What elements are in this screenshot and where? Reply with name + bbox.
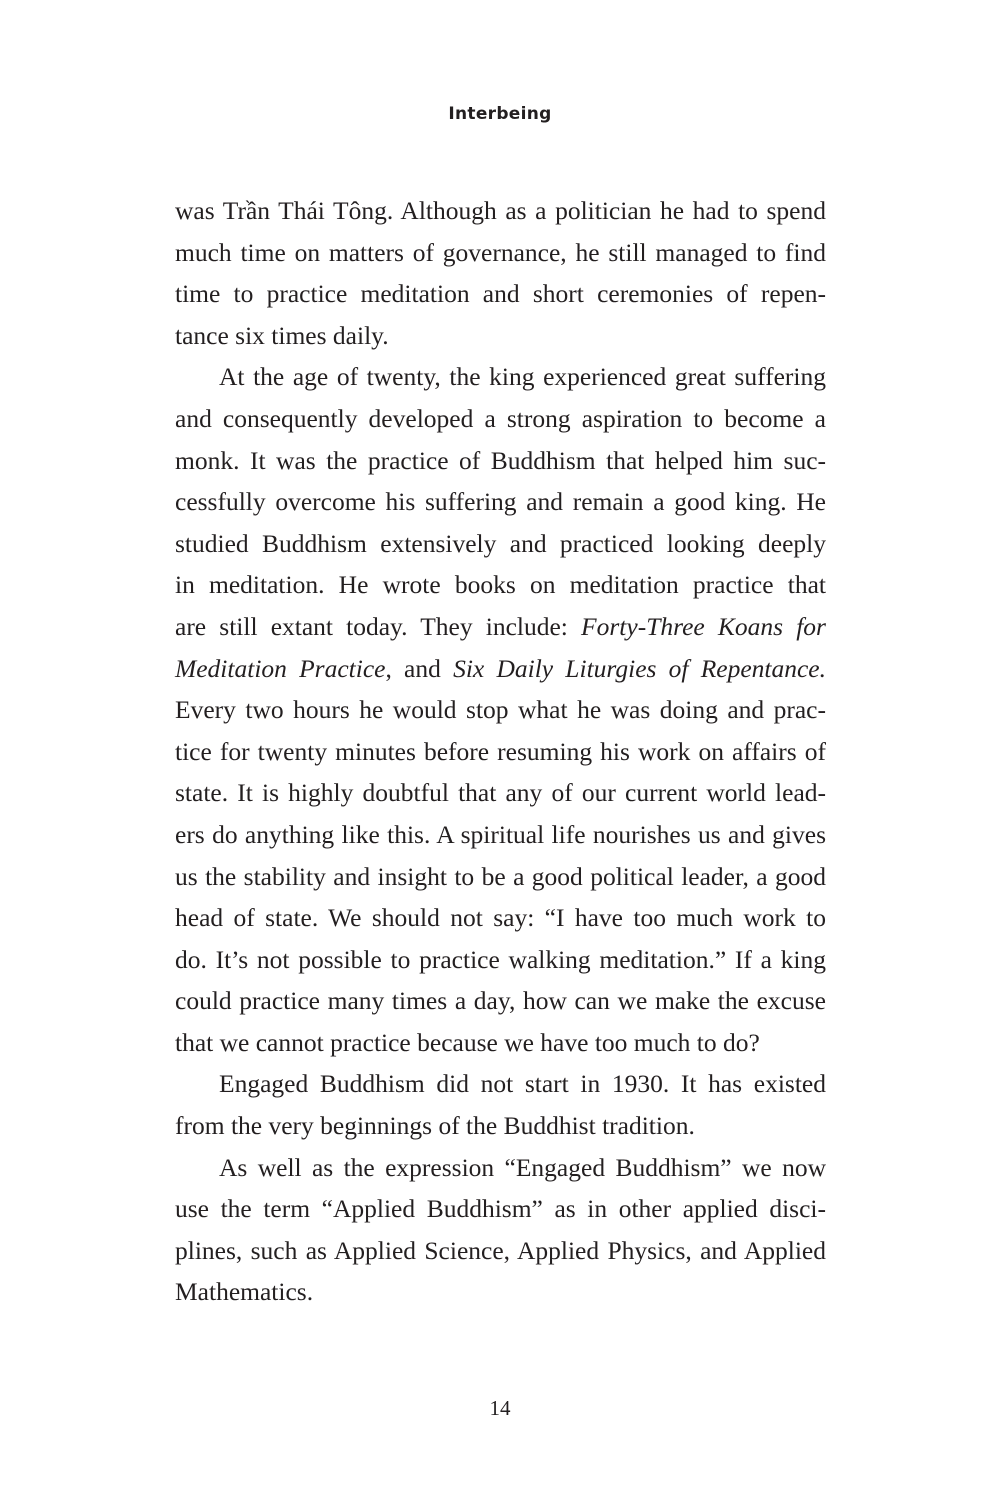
text-line: monk. It was the practice of Buddhism that helped him suc-	[175, 445, 826, 475]
text-line: head of state. We should not say: “I have too much work to	[175, 903, 826, 933]
text-line: that we cannot practice because we have too much to do?	[175, 1027, 760, 1057]
paragraph-3	[175, 1063, 826, 1146]
text-line: us the stability and insight to be a good political leader, a good	[175, 861, 826, 891]
text-line: At the age of twenty, the king experienced great suffering	[219, 362, 826, 392]
text-line	[175, 606, 826, 648]
text-line: tance six times daily.	[175, 320, 389, 350]
book-title-six-daily-liturgies: Six Daily Liturgies of Repentance.	[453, 653, 827, 683]
paragraph-4	[175, 1147, 826, 1313]
text-line: Every two hours he would stop what he was doing and prac-	[175, 695, 826, 725]
book-title-forty-three-koans-cont: Meditation Practice	[175, 653, 386, 683]
text-line: and consequently developed a strong aspiration to become a	[175, 403, 826, 433]
running-head: Interbeing	[448, 104, 552, 124]
text-line: Engaged Buddhism did not start in 1930. It has existed	[219, 1069, 826, 1099]
text-line: studied Buddhism extensively and practiced looking deeply	[175, 528, 826, 558]
text-line: time to practice meditation and short ceremonies of repen-	[175, 279, 826, 309]
text-span: , and	[385, 653, 454, 683]
text-line: state. It is highly doubtful that any of our current world lead-	[175, 778, 826, 808]
text-line: do. It’s not possible to practice walking meditation.” If a king	[175, 944, 826, 974]
text-line: ers do anything like this. A spiritual life nourishes us and gives	[175, 819, 826, 849]
page-number: 14	[489, 1396, 511, 1420]
text-line: As well as the expression “Engaged Buddhism” we now	[219, 1152, 826, 1182]
text-line	[175, 648, 826, 690]
text-line: much time on matters of governance, he still managed to find	[175, 237, 826, 267]
body-text	[175, 190, 826, 1313]
text-line: was Trần Thái Tông. Although as a politician he had to spend	[175, 196, 826, 225]
text-line: in meditation. He wrote books on meditation practice that	[175, 570, 826, 600]
paragraph-1	[175, 190, 826, 356]
text-line: could practice many times a day, how can we make the excuse	[175, 986, 826, 1016]
text-line: plines, such as Applied Science, Applied Physics, and Applied	[175, 1235, 826, 1265]
text-span: are still extant today. They include:	[175, 611, 582, 641]
text-line: cessfully overcome his suffering and remain a good king. He	[175, 487, 826, 517]
paragraph-2	[175, 356, 826, 1063]
text-line: tice for twenty minutes before resuming his work on affairs of	[175, 736, 826, 766]
text-line: from the very beginnings of the Buddhist tradition.	[175, 1111, 695, 1141]
text-line: Mathematics.	[175, 1277, 314, 1307]
book-title-forty-three-koans: Forty-Three Koans for	[581, 611, 826, 641]
text-line: use the term “Applied Buddhism” as in other applied disci-	[175, 1194, 826, 1224]
